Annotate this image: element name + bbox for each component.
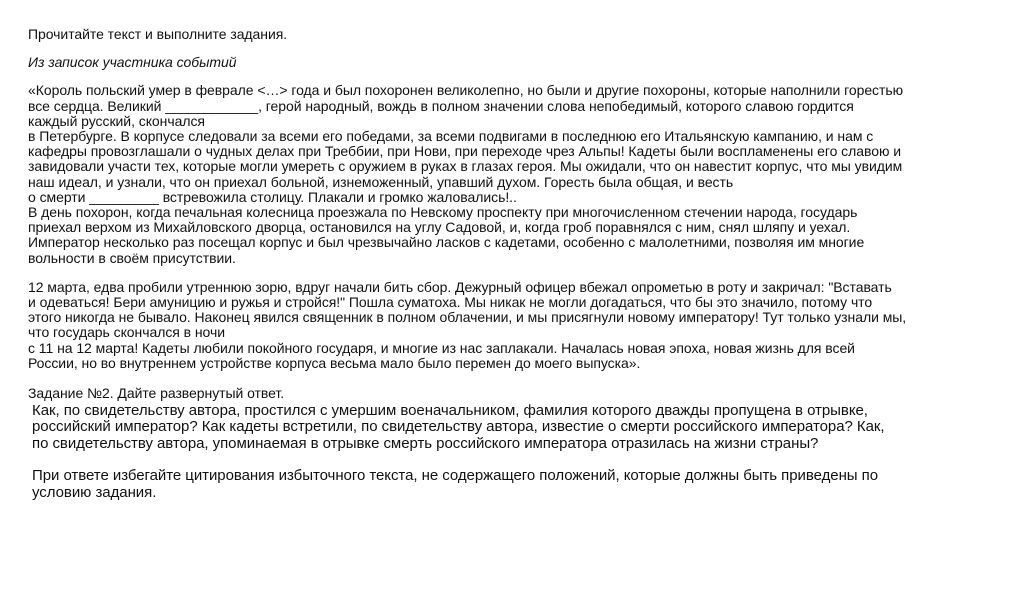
text-line: России, но во внутреннем устройстве корпуса весьма мало было перемен до моего выпуска». bbox=[28, 354, 641, 371]
source-subtitle: Из записок участника событий bbox=[28, 54, 237, 71]
text-line: вольности в своём присутствии. bbox=[28, 249, 236, 266]
text-line: с 11 на 12 марта! Кадеты любили покойного государя, и многие из нас заплакали. Началась новая эпоха, новая жизнь для всей bbox=[28, 339, 855, 356]
task-question-line: по свидетельству автора, упоминаемая в отрывке смерть российского императора отразилась на жизни страны? bbox=[32, 434, 819, 452]
text-line: 12 марта, едва пробили утреннюю зорю, вдруг начали бить сбор. Дежурный офицер вбежал опрометью в роту и закричал: "Вставать bbox=[28, 278, 892, 295]
text-line: Император несколько раз посещал корпус и был чрезвычайно ласков с кадетами, особенно с малолетними, позволяя им многие bbox=[28, 234, 865, 251]
paragraph-spacer bbox=[28, 266, 1004, 280]
text-line: все сердца. Великий ____________, герой народный, вождь в полном значении слова непобедимый, которого славою гордится bbox=[28, 97, 854, 114]
task-note-line: При ответе избегайте цитирования избыточного текста, не содержащего положений, которые должны быть приведены по bbox=[32, 467, 879, 485]
paragraph-spacer bbox=[28, 371, 1004, 386]
task-question-line: Как, по свидетельству автора, простился с умершим военачальником, фамилия которого дважды пропущена в отрывке, bbox=[32, 402, 868, 419]
task-question-line: российский император? Как кадеты встретили, по свидетельству автора, известие о смерти российского императора? Как, bbox=[32, 418, 885, 436]
text-line: о смерти _________ встревожила столицу. Плакали и громко жаловались!.. bbox=[28, 188, 517, 205]
text-line: В день похорон, когда печальная колесница проезжала по Невскому проспекту при многочисленном стечении народа, государь bbox=[28, 204, 858, 221]
intro-instruction: Прочитайте текст и выполните задания. bbox=[28, 26, 288, 42]
text-line: этого никогда не бывало. Наконец явился священник в полном облачении, и мы присягнули новому императору! Тут только узнали мы, bbox=[28, 309, 907, 326]
task-spacer bbox=[32, 452, 1002, 468]
text-line: каждый русский, скончался bbox=[28, 112, 205, 129]
task-note-line: условию задания. bbox=[32, 483, 157, 501]
text-line: кафедры провозглашали о чудных делах при Треббии, при Нови, при переходе чрез Альпы! Кадеты были воспламенены его славою и bbox=[28, 143, 902, 160]
text-line: завидовали участи тех, которые могли умереть с оружием в руках в глазах героя. Мы ожидали, что он навестит корпус, что мы увидим bbox=[28, 158, 903, 175]
text-line: «Король польский умер в феврале <…> года и был похоронен великолепно, но были и другие похороны, которые наполнили горестью bbox=[28, 82, 904, 99]
text-line: и одеваться! Бери амуницию и ружья и стройся!" Пошла суматоха. Мы никак не могли догадаться, что бы это значило, потому что bbox=[28, 294, 873, 311]
text-line: в Петербурге. В корпусе следовали за всеми его победами, за всеми подвигами в последнюю его Итальянскую кампанию, и нам с bbox=[28, 128, 874, 145]
task-prompt bbox=[32, 403, 1002, 501]
document-body bbox=[28, 27, 1004, 401]
text-line: наш идеал, и узнали, что он приехал больной, изнеможенный, упавший духом. Горесть была общая, и весть bbox=[28, 173, 734, 190]
source-paragraph-1 bbox=[28, 83, 1004, 265]
task-heading: Задание №2. Дайте развернутый ответ. bbox=[28, 385, 285, 402]
text-line: что государь скончался в ночи bbox=[28, 324, 225, 341]
source-paragraph-2 bbox=[28, 280, 1004, 371]
text-line: приехал верхом из Михайловского дворца, остановился на углу Садовой, и, когда гроб поравнялся с ним, снял шляпу и уехал. bbox=[28, 219, 851, 236]
